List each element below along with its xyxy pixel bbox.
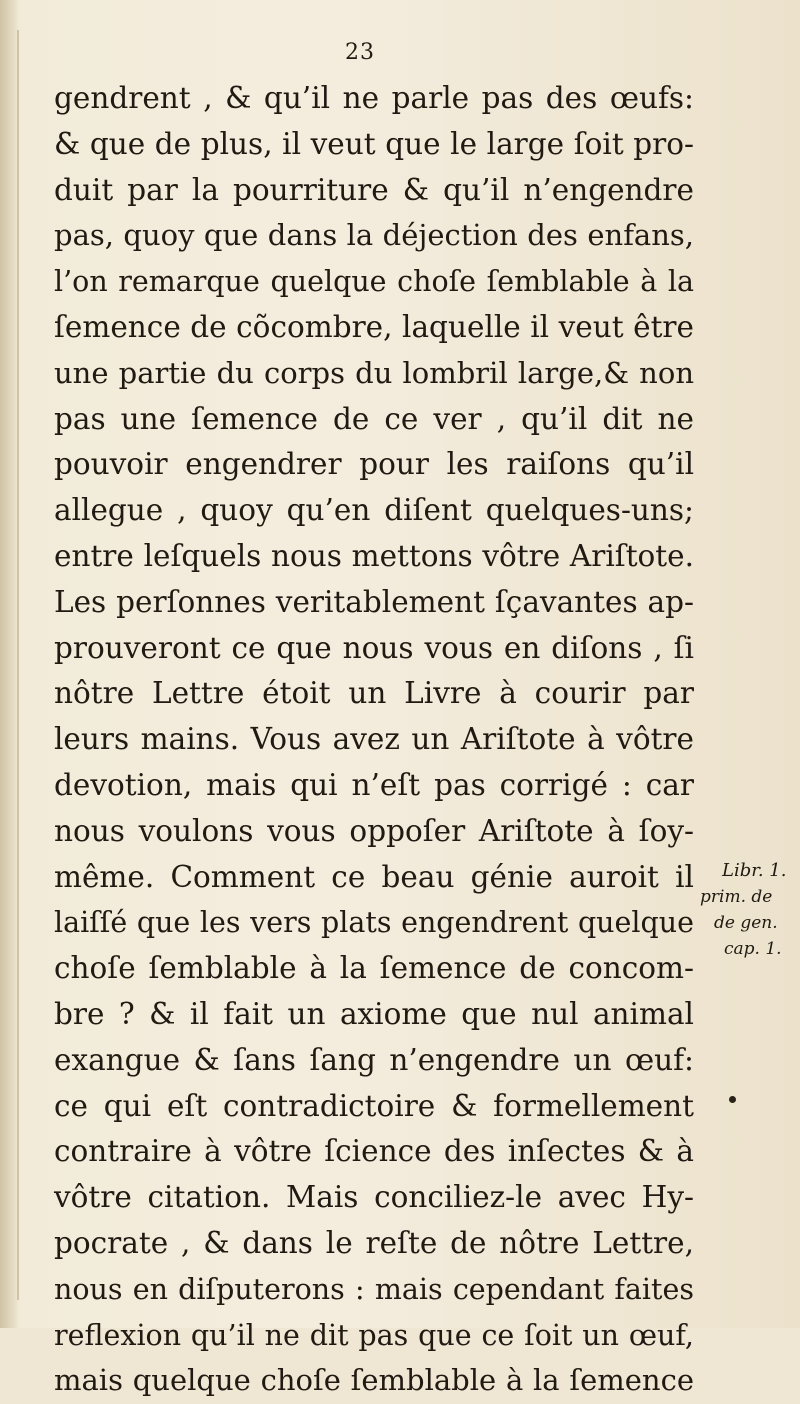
text-line-15: leurs mains. Vous avez un Ariſtote à vôtre [54, 722, 694, 757]
text-line-28: reflexion qu’il ne dit pas que ce ſoit un œuf, [54, 1318, 694, 1352]
margin-line-1: Libr. 1. [722, 860, 787, 881]
text-line-8: pas une ſemence de ce ver , qu’il dit ne [54, 401, 694, 436]
text-line-5: l’on remarque quelque choſe ſemblable à la [54, 265, 694, 299]
margin-citation [700, 858, 794, 962]
text-line-1: gendrent , & qu’il ne parle pas des œufs: [54, 81, 694, 115]
text-line-21: bre ? & il fait un axiome que nul animal [54, 996, 694, 1031]
text-line-3: duit par la pourriture & qu’il n’engendre [54, 172, 694, 207]
text-line-6: ſemence de cõcombre, laquelle il veut être [54, 309, 694, 344]
gutter-shadow-line [17, 30, 19, 1300]
text-line-20: choſe ſemblable à la ſemence de concom- [54, 951, 694, 986]
text-line-27: nous en diſputerons : mais cependant faites [54, 1272, 694, 1306]
margin-line-4: cap. 1. [724, 939, 782, 959]
text-line-12: Les perſonnes veritablement ſçavantes ap- [54, 584, 694, 619]
text-line-9: pouvoir engendrer pour les raiſons qu’il [54, 447, 694, 482]
text-line-26: pocrate , & dans le reſte de nôtre Lettre, [54, 1225, 694, 1260]
text-line-10: allegue , quoy qu’en diſent quelques-uns; [54, 493, 694, 528]
text-line-18: même. Comment ce beau génie auroit il [54, 859, 694, 894]
text-line-11: entre leſquels nous mettons vôtre Ariſtote. [54, 538, 694, 573]
text-line-19: laiſſé que les vers plats engendrent quelque [54, 906, 694, 940]
text-line-16: devotion, mais qui n’eſt pas corrigé : car [54, 767, 694, 802]
text-line-7: une partie du corps du lombril large,& non [54, 355, 694, 390]
text-line-13: prouveront ce que nous vous en diſons , ſi [54, 630, 694, 665]
text-line-14: nôtre Lettre étoit un Livre à courir par [54, 676, 694, 711]
text-line-23: ce qui eſt contradictoire & formellement [54, 1088, 694, 1123]
text-line-4: pas, quoy que dans la déjection des enfans, [54, 218, 694, 253]
margin-line-2: prim. de [700, 887, 773, 907]
text-line-2: & que de plus, il veut que le large ſoit pro- [54, 126, 694, 161]
margin-line-3: de gen. [714, 913, 778, 933]
text-line-29: mais quelque choſe ſemblable à la ſemence [54, 1363, 694, 1398]
text-line-17: nous voulons vous oppoſer Ariſtote à ſoy- [54, 813, 694, 848]
page-gutter [0, 0, 20, 1328]
ink-speck [729, 1096, 736, 1103]
page-number: 23 [345, 40, 375, 65]
text-line-22: exangue & ſans ſang n’engendre un œuf: [54, 1042, 694, 1077]
body-text [54, 76, 694, 1404]
text-line-25: vôtre citation. Mais conciliez-le avec Hy- [54, 1180, 694, 1215]
text-line-24: contraire à vôtre ſcience des inſectes & à [54, 1134, 694, 1169]
